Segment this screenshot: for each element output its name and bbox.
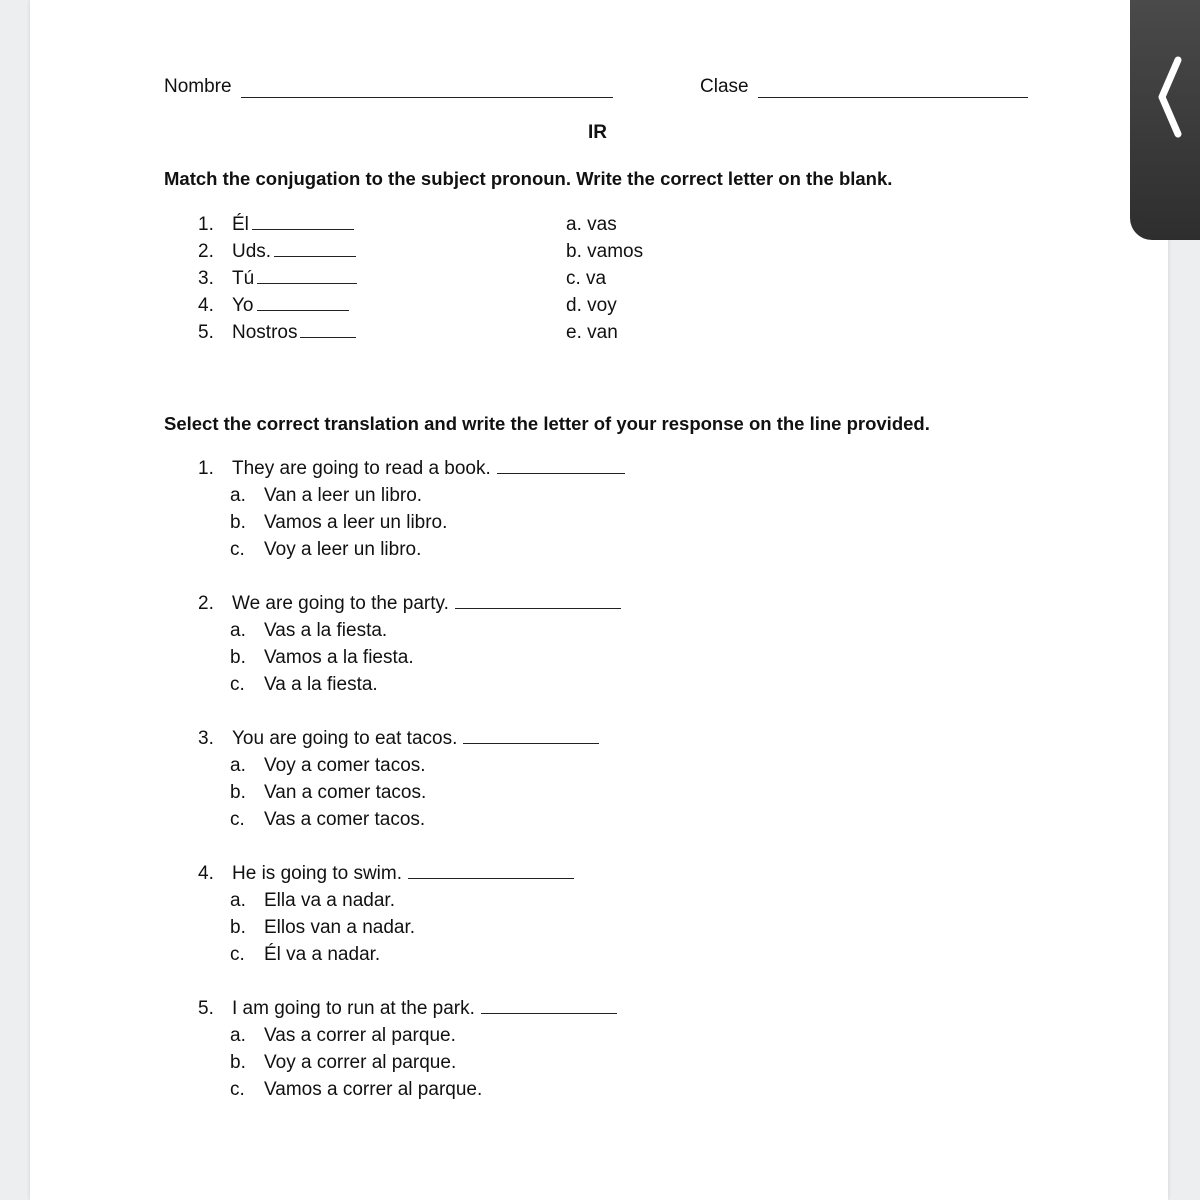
option-text: Vas a la fiesta. bbox=[264, 620, 388, 641]
question-prompt bbox=[198, 860, 574, 887]
option bbox=[198, 617, 621, 644]
option-letter: b. bbox=[230, 647, 246, 668]
option-text: Vas a correr al parque. bbox=[264, 1025, 456, 1046]
answer-blank[interactable] bbox=[497, 459, 625, 474]
name-blank-line[interactable] bbox=[241, 79, 613, 98]
question bbox=[198, 725, 599, 833]
pronoun: Nostros bbox=[232, 322, 298, 343]
answer-blank[interactable] bbox=[257, 269, 357, 284]
conjugation-choices bbox=[566, 211, 643, 346]
option-letter: b. bbox=[230, 1052, 246, 1073]
answer-blank[interactable] bbox=[252, 215, 354, 230]
class-label: Clase bbox=[700, 76, 749, 97]
list-item bbox=[198, 292, 357, 319]
option bbox=[198, 887, 574, 914]
option-text: Va a la fiesta. bbox=[264, 674, 378, 695]
item-number: 4. bbox=[198, 295, 214, 316]
choice: e. van bbox=[566, 322, 618, 343]
pronoun: Tú bbox=[232, 268, 255, 289]
option-letter: c. bbox=[230, 944, 245, 965]
option-letter: b. bbox=[230, 917, 246, 938]
option bbox=[198, 914, 574, 941]
pronoun-list bbox=[198, 211, 357, 346]
option-letter: a. bbox=[230, 1025, 246, 1046]
question bbox=[198, 995, 617, 1103]
option-letter: a. bbox=[230, 485, 246, 506]
option-text: Vamos a la fiesta. bbox=[264, 647, 414, 668]
option-letter: b. bbox=[230, 512, 246, 533]
name-field bbox=[164, 76, 613, 98]
class-blank-line[interactable] bbox=[758, 79, 1028, 98]
option-letter: a. bbox=[230, 755, 246, 776]
prompt-text: I am going to run at the park. bbox=[232, 998, 475, 1019]
question bbox=[198, 455, 625, 563]
section1-instruction: Match the conjugation to the subject pronoun. Write the correct letter on the blank. bbox=[164, 168, 893, 189]
option-text: Voy a comer tacos. bbox=[264, 755, 426, 776]
answer-blank[interactable] bbox=[408, 864, 574, 879]
option-letter: a. bbox=[230, 620, 246, 641]
answer-blank[interactable] bbox=[463, 729, 599, 744]
choice: a. vas bbox=[566, 214, 617, 235]
option bbox=[198, 1022, 617, 1049]
option bbox=[198, 536, 625, 563]
question-number: 2. bbox=[198, 593, 214, 614]
answer-blank[interactable] bbox=[300, 323, 356, 338]
list-item bbox=[198, 211, 357, 238]
question-number: 1. bbox=[198, 458, 214, 479]
choice: b. vamos bbox=[566, 241, 644, 262]
option bbox=[198, 509, 625, 536]
option bbox=[198, 779, 599, 806]
option bbox=[198, 806, 599, 833]
question-prompt bbox=[198, 455, 625, 482]
question-number: 3. bbox=[198, 728, 214, 749]
question bbox=[198, 860, 574, 968]
option-letter: a. bbox=[230, 890, 246, 911]
option-text: Ella va a nadar. bbox=[264, 890, 395, 911]
worksheet-page bbox=[30, 0, 1168, 1200]
prompt-text: They are going to read a book. bbox=[232, 458, 491, 479]
option-letter: c. bbox=[230, 674, 245, 695]
pronoun: Uds. bbox=[232, 241, 272, 262]
item-number: 5. bbox=[198, 322, 214, 343]
option-letter: c. bbox=[230, 539, 245, 560]
answer-blank[interactable] bbox=[274, 242, 356, 257]
list-item bbox=[198, 265, 357, 292]
answer-blank[interactable] bbox=[481, 999, 617, 1014]
option bbox=[198, 482, 625, 509]
question-number: 4. bbox=[198, 863, 214, 884]
answer-blank[interactable] bbox=[455, 594, 621, 609]
question-prompt bbox=[198, 995, 617, 1022]
option-text: Ellos van a nadar. bbox=[264, 917, 416, 938]
question-number: 5. bbox=[198, 998, 214, 1019]
answer-blank[interactable] bbox=[257, 296, 349, 311]
prompt-text: You are going to eat tacos. bbox=[232, 728, 458, 749]
item-number: 2. bbox=[198, 241, 214, 262]
choice: c. va bbox=[566, 268, 607, 289]
question-prompt bbox=[198, 590, 621, 617]
option-letter: b. bbox=[230, 782, 246, 803]
worksheet-title: IR bbox=[588, 122, 607, 143]
question-prompt bbox=[198, 725, 599, 752]
option-letter: c. bbox=[230, 809, 245, 830]
list-item bbox=[198, 319, 357, 346]
option-text: Voy a correr al parque. bbox=[264, 1052, 457, 1073]
class-field bbox=[700, 76, 1028, 98]
option-text: Van a comer tacos. bbox=[264, 782, 427, 803]
option-text: Vas a comer tacos. bbox=[264, 809, 426, 830]
option-text: Vamos a correr al parque. bbox=[264, 1079, 483, 1100]
choice: d. voy bbox=[566, 295, 617, 316]
list-item bbox=[198, 238, 357, 265]
pronoun: Yo bbox=[232, 295, 254, 316]
option bbox=[198, 644, 621, 671]
prompt-text: We are going to the party. bbox=[232, 593, 449, 614]
item-number: 1. bbox=[198, 214, 214, 235]
prompt-text: He is going to swim. bbox=[232, 863, 403, 884]
pronoun: Él bbox=[232, 214, 249, 235]
option bbox=[198, 1049, 617, 1076]
option bbox=[198, 1076, 617, 1103]
option bbox=[198, 671, 621, 698]
side-panel-toggle[interactable] bbox=[1130, 0, 1200, 240]
option-letter: c. bbox=[230, 1079, 245, 1100]
option-text: Voy a leer un libro. bbox=[264, 539, 422, 560]
option-text: Van a leer un libro. bbox=[264, 485, 423, 506]
question bbox=[198, 590, 621, 698]
option bbox=[198, 941, 574, 968]
option bbox=[198, 752, 599, 779]
section2-instruction: Select the correct translation and write the letter of your response on the line provided. bbox=[164, 413, 930, 434]
item-number: 3. bbox=[198, 268, 214, 289]
name-label: Nombre bbox=[164, 76, 232, 97]
option-text: Él va a nadar. bbox=[264, 944, 381, 965]
option-text: Vamos a leer un libro. bbox=[264, 512, 448, 533]
chevron-left-icon bbox=[1156, 52, 1186, 142]
